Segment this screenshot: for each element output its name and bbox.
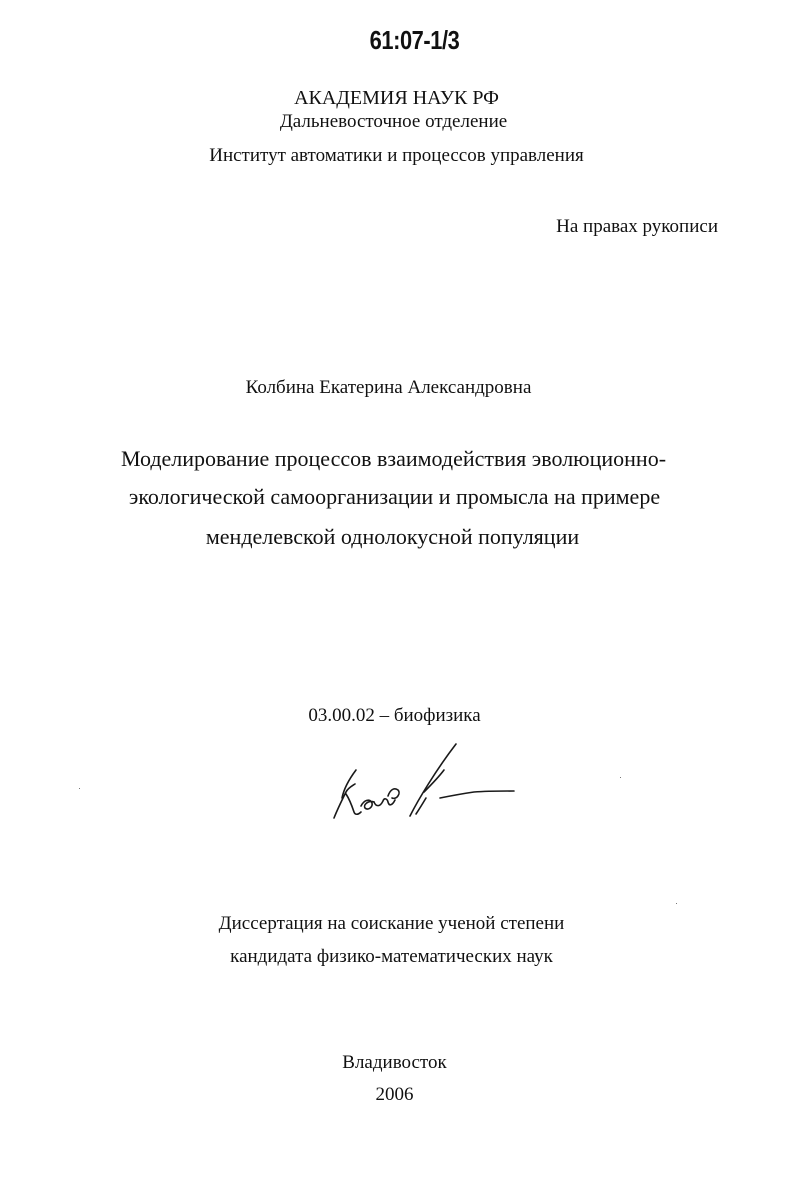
scan-speck [79, 788, 80, 789]
thesis-title-line-3: менделевской однолокусной популяции [205, 524, 580, 549]
author-signature [328, 740, 518, 825]
degree-line-1: Диссертация на соискание ученой степени [218, 913, 565, 934]
rights-notice: На правах рукописи [556, 216, 718, 237]
city: Владивосток [342, 1052, 447, 1073]
scan-speck [620, 777, 621, 778]
thesis-title-line-2: экологической самоорганизации и промысла на примере [128, 484, 661, 509]
degree-line-2: кандидата физико-математических наук [230, 946, 553, 967]
institute-name: Институт автоматики и процессов управления [209, 145, 584, 166]
specialty-code: 03.00.02 – биофизика [308, 705, 481, 726]
academy-name: АКАДЕМИЯ НАУК РФ [294, 87, 499, 109]
scan-speck [676, 903, 677, 904]
author-name: Колбина Екатерина Александровна [245, 377, 532, 398]
year: 2006 [375, 1084, 414, 1105]
branch-name: Дальневосточное отделение [279, 111, 508, 132]
thesis-title-line-1: Моделирование процессов взаимодействия эволюционно- [120, 446, 667, 471]
call-number: 61:07-1/3 [369, 25, 460, 55]
